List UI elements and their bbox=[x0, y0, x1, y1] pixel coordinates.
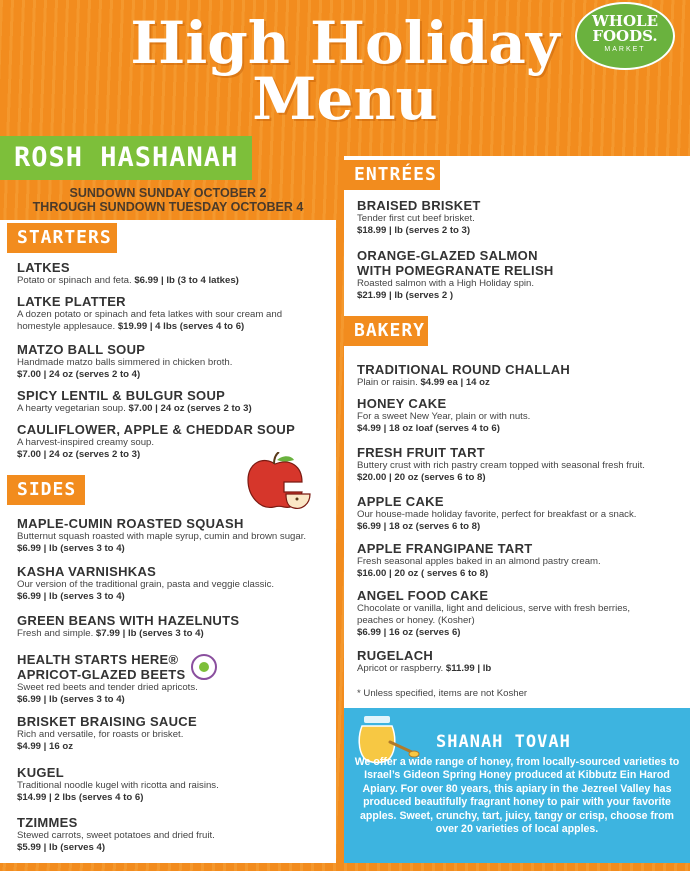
item-description: Handmade matzo balls simmered in chicken broth. $7.00 | 24 oz (serves 2 to 4) bbox=[17, 357, 233, 380]
item-name: KASHA VARNISHKAS bbox=[17, 564, 157, 579]
shanah-tovah-text: We offer a wide range of honey, from locally-sourced varieties to Israel’s Gideon Spring Honey produced at Kibbutz Ein Harod Apiary. For over 80 years, this apiary in the Jezreel Valley has produced beautifully fragrant honey to pair with your favorite apples. Sweet, crunchy, tart, juicy, tangy or crisp, choose from over 20 varieties of local apples. bbox=[354, 756, 680, 836]
item-description: A dozen potato or spinach and feta latkes with sour cream and homestyle applesauce. $19.99 | 4 lbs (serves 4 to 6) bbox=[17, 309, 283, 332]
item-name: LATKE PLATTER bbox=[17, 294, 126, 309]
item-name: GREEN BEANS WITH HAZELNUTS bbox=[17, 613, 240, 628]
item-description: Plain or raisin. $4.99 ea | 14 oz bbox=[357, 377, 490, 388]
logo-text-3: MARKET bbox=[604, 46, 646, 53]
item-name: APPLE FRANGIPANE TART bbox=[357, 541, 533, 556]
item-name: BRISKET BRAISING SAUCE bbox=[17, 714, 197, 729]
menu-item bbox=[17, 652, 317, 706]
item-name: SPICY LENTIL & BULGUR SOUP bbox=[17, 388, 226, 403]
menu-item bbox=[17, 516, 317, 555]
rosh-hashanah-banner: ROSH HASHANAH bbox=[0, 136, 252, 180]
menu-item bbox=[17, 564, 317, 603]
menu-item bbox=[357, 541, 662, 580]
item-name: TZIMMES bbox=[17, 815, 78, 830]
item-name: TRADITIONAL ROUND CHALLAH bbox=[357, 362, 571, 377]
item-name: APPLE CAKE bbox=[357, 494, 444, 509]
item-description: Roasted salmon with a High Holiday spin. $21.99 | lb (serves 2 ) bbox=[357, 278, 535, 301]
item-description: A harvest-inspired creamy soup. $7.00 | 24 oz (serves 2 to 3) bbox=[17, 437, 155, 460]
item-description: Butternut squash roasted with maple syrup, cumin and brown sugar. $6.99 | lb (serves 3 to 4) bbox=[17, 531, 307, 554]
item-description: Tender first cut beef brisket. $18.99 | lb (serves 2 to 3) bbox=[357, 213, 475, 236]
logo-text-1: WHOLE bbox=[591, 12, 659, 30]
menu-item bbox=[357, 494, 662, 533]
item-description: Our house-made holiday favorite, perfect for breakfast or a snack. $6.99 | 18 oz (serves 6 to 8) bbox=[357, 509, 637, 532]
item-description: For a sweet New Year, plain or with nuts. $4.99 | 18 oz loaf (serves 4 to 6) bbox=[357, 411, 531, 434]
item-name: RUGELACH bbox=[357, 648, 434, 663]
menu-item bbox=[357, 362, 662, 389]
item-name: LATKES bbox=[17, 260, 70, 275]
item-description: Rich and versatile, for roasts or brisket. $4.99 | 16 oz bbox=[17, 729, 184, 752]
item-name: MAPLE-CUMIN ROASTED SQUASH bbox=[17, 516, 244, 531]
menu-item bbox=[17, 815, 317, 854]
item-name-line-2: APRICOT-GLAZED BEETS bbox=[17, 667, 186, 682]
apple-illustration bbox=[244, 452, 314, 512]
dates-line-1: SUNDOWN SUNDAY OCTOBER 2 bbox=[69, 186, 267, 200]
item-description: Potato or spinach and feta. $6.99 | lb (3 to 4 latkes) bbox=[17, 275, 239, 286]
item-description: Stewed carrots, sweet potatoes and dried fruit. $5.99 | lb (serves 4) bbox=[17, 830, 215, 853]
menu-item bbox=[357, 648, 662, 675]
item-name: HONEY CAKE bbox=[357, 396, 447, 411]
bakery-heading: BAKERY bbox=[344, 316, 428, 346]
menu-item bbox=[357, 396, 662, 435]
item-description: Fresh and simple. $7.99 | lb (serves 3 to 4) bbox=[17, 628, 204, 639]
menu-item bbox=[357, 588, 662, 639]
starters-heading: STARTERS bbox=[7, 223, 117, 253]
sides-heading: SIDES bbox=[7, 475, 85, 505]
menu-item bbox=[17, 342, 317, 381]
health-starts-here-badge bbox=[191, 654, 217, 680]
item-name-line-1: HEALTH STARTS HERE® bbox=[17, 652, 179, 667]
item-description: Chocolate or vanilla, light and delicious, serve with fresh berries, peaches or honey. (Kosher) $6.99 | 16 oz (serves 6) bbox=[357, 603, 631, 638]
item-description: Fresh seasonal apples baked in an almond pastry cream. $16.00 | 20 oz ( serves 6 to 8) bbox=[357, 556, 601, 579]
menu-item bbox=[17, 388, 317, 415]
kosher-note: * Unless specified, items are not Kosher bbox=[357, 688, 528, 699]
item-description: A hearty vegetarian soup. $7.00 | 24 oz (serves 2 to 3) bbox=[17, 403, 252, 414]
menu-item bbox=[17, 714, 317, 753]
item-name: CAULIFLOWER, APPLE & CHEDDAR SOUP bbox=[17, 422, 296, 437]
menu-item bbox=[357, 445, 662, 484]
title-line-2: Menu bbox=[252, 65, 438, 133]
menu-item bbox=[17, 613, 317, 640]
item-name: KUGEL bbox=[17, 765, 64, 780]
item-description: Buttery crust with rich pastry cream topped with seasonal fresh fruit. $20.00 | 20 oz (serves 6 to 8) bbox=[357, 460, 645, 483]
shanah-tovah-heading: SHANAH TOVAH bbox=[436, 732, 571, 752]
item-name: ANGEL FOOD CAKE bbox=[357, 588, 489, 603]
item-name-line-1: ORANGE-GLAZED SALMON bbox=[357, 248, 538, 263]
item-description: Sweet red beets and tender dried apricots. $6.99 | lb (serves 3 to 4) bbox=[17, 682, 198, 705]
menu-item bbox=[357, 198, 662, 237]
menu-item bbox=[357, 248, 662, 302]
item-name-line-2: WITH POMEGRANATE RELISH bbox=[357, 263, 554, 278]
logo-text-2: FOODS. bbox=[592, 27, 658, 45]
menu-item bbox=[17, 260, 317, 287]
dates-line-2: THROUGH SUNDOWN TUESDAY OCTOBER 4 bbox=[32, 200, 304, 214]
title-line-1: High Holiday bbox=[130, 9, 560, 77]
item-name: BRAISED BRISKET bbox=[357, 198, 481, 213]
menu-item bbox=[17, 765, 317, 804]
item-description: Traditional noodle kugel with ricotta and raisins. $14.99 | 2 lbs (serves 4 to 6) bbox=[17, 780, 219, 803]
menu-item bbox=[17, 294, 317, 333]
item-description: Apricot or raspberry. $11.99 | lb bbox=[357, 663, 492, 674]
entrees-heading: ENTRÉES bbox=[344, 160, 440, 190]
item-name: MATZO BALL SOUP bbox=[17, 342, 146, 357]
item-description: Our version of the traditional grain, pasta and veggie classic. $6.99 | lb (serves 3 to 4) bbox=[17, 579, 275, 602]
item-name: FRESH FRUIT TART bbox=[357, 445, 486, 460]
whole-foods-logo bbox=[575, 2, 675, 70]
